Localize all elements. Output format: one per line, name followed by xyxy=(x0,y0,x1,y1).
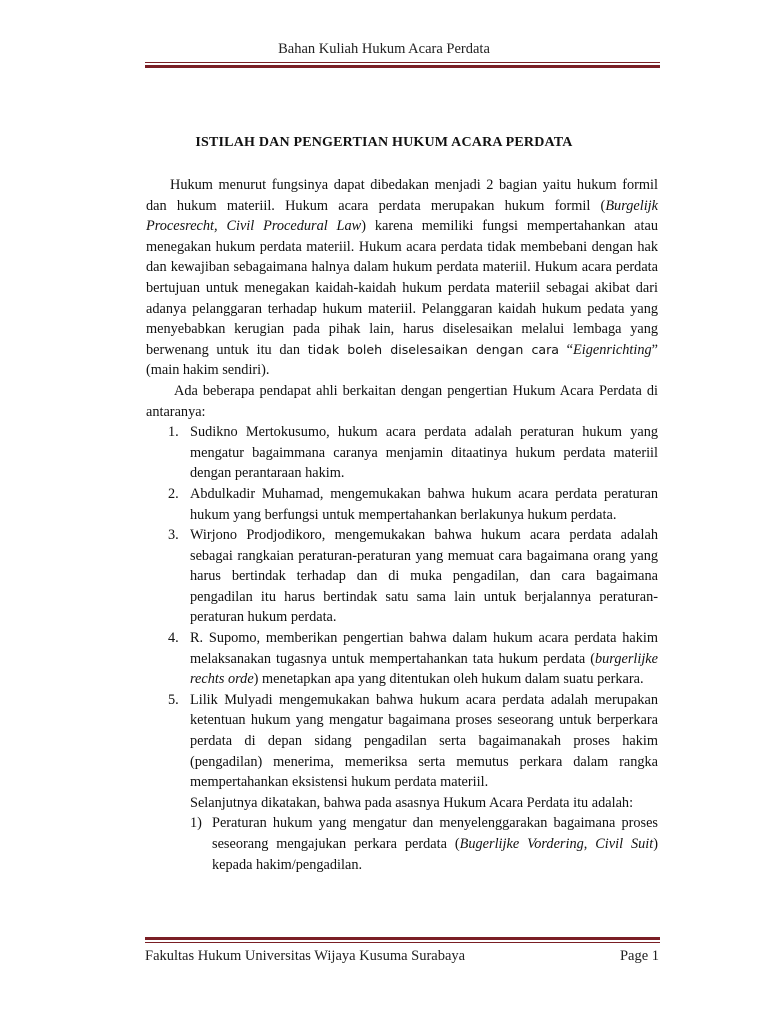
italic-term: Civil Suit xyxy=(595,836,654,852)
list-item xyxy=(146,628,658,690)
footer-rule-thin xyxy=(145,942,660,943)
list-number: 1. xyxy=(168,424,179,441)
italic-term: Burgelijk Procesrecht, Civil Procedural Law xyxy=(146,197,658,235)
list-item xyxy=(146,484,658,525)
footer-institution: Fakultas Hukum Universitas Wijaya Kusuma Surabaya xyxy=(145,948,466,964)
list-item-text: Wirjono Prodjodikoro, mengemukakan bahwa hukum acara perdata adalah sebagai rangkaian peraturan-peraturan yang memuat cara bagaimana orang yang harus bertindak terhadap dan di muka pengadilan, dan cara bagaimana pengadilan itu harus bertindak satu sama lain untuk berjalannya peraturan-peraturan hukum perdata. xyxy=(190,527,658,626)
text-span: ) karena memiliki fungsi mempertahankan atau menegakan hukum perdata materiil. Hukum acara perdata tidak membebani dengan hak dan kewajiban sebagaimana halnya dalam hukum perdata materiil. Hukum acara perdata bertujuan untuk menegakan kaidah-kaidah hukum perdata materiil sebagai akibat dari adanya pelanggaran terhadap hukum materiil. Pelanggaran kaidah hukum pedata yang menyebabkan kerugian pada pihak lain, harus diselesaikan melalui lembaga yang berwenang untuk itu dan xyxy=(146,218,658,358)
document-title: ISTILAH DAN PENGERTIAN HUKUM ACARA PERDATA xyxy=(195,135,573,150)
sub-item-text: , xyxy=(583,836,596,852)
header-rule-thick xyxy=(145,65,660,68)
paragraph-intro xyxy=(146,175,658,381)
text-span: Hukum menurut fungsinya dapat dibedakan menjadi 2 bagian yaitu hukum formil dan hukum materiil. Hukum acara perdata merupakan hukum formil ( xyxy=(146,177,658,214)
list-item xyxy=(146,690,658,875)
sub-list-item xyxy=(190,813,658,875)
list-item-continuation: Selanjutnya dikatakan, bahwa pada asasnya Hukum Acara Perdata itu adalah: xyxy=(190,794,634,811)
list-number: 3. xyxy=(168,527,179,544)
text-span: ” (main hakim sendiri). xyxy=(146,341,658,379)
sub-item-text: Peraturan hukum yang mengatur dan menyelenggarakan bagaimana proses seseorang mengajukan perkara perdata ( xyxy=(212,815,658,852)
sub-list xyxy=(190,813,658,875)
list-item-text: Sudikno Mertokusumo, hukum acara perdata adalah peraturan hukum yang mengatur bagaimmana caranya menjamin ditaatinya hukum perdata materiil dengan perantaraan hakim. xyxy=(190,424,658,482)
expert-list xyxy=(146,422,658,875)
list-number: 4. xyxy=(168,630,179,647)
page-number: Page 1 xyxy=(619,948,659,964)
list-item-text: Lilik Mulyadi mengemukakan bahwa hukum acara perdata adalah merupakan ketentuan hukum yang mengatur bagaimana proses seseorang untuk berperkara perdata di depan sidang pengadilan serta bagaimanakah proses hakim (pengadilan) menerima, memeriksa serta memutus perkara dalam rangka mempertahankan eksistensi hukum perdata materiil. xyxy=(190,691,658,791)
header-rule-thin xyxy=(145,62,660,63)
footer-rule-thick xyxy=(145,937,660,940)
paragraph-opinions: Ada beberapa pendapat ahli berkaitan dengan pengertian Hukum Acara Perdata di antaranya: xyxy=(146,382,658,420)
italic-term: Eigenrichting xyxy=(573,341,652,358)
document-body xyxy=(146,175,658,875)
header-title: Bahan Kuliah Hukum Acara Perdata xyxy=(278,41,490,57)
list-item xyxy=(146,525,658,628)
list-number: 2. xyxy=(168,485,179,502)
list-item xyxy=(146,422,658,484)
italic-term: Bugerlijke Vordering xyxy=(459,836,584,852)
italic-term: burgerlijke rechts orde xyxy=(190,650,658,688)
sub-item-text: ) kepada hakim/pengadilan. xyxy=(212,836,658,873)
list-item-text: ) menetapkan apa yang ditentukan oleh hukum dalam suatu perkara. xyxy=(253,671,644,688)
sub-list-number: 1) xyxy=(190,815,202,832)
text-span: “ xyxy=(559,341,574,358)
list-number: 5. xyxy=(168,691,179,708)
list-item-text: R. Supomo, memberikan pengertian bahwa dalam hukum acara perdata hakim melaksanakan tugasnya untuk mempertahankan tata hukum perdata ( xyxy=(190,630,658,667)
list-item-text: Abdulkadir Muhamad, mengemukakan bahwa hukum acara perdata peraturan hukum yang berfungsi untuk mempertahankan berlakunya hukum perdata. xyxy=(190,485,658,523)
text-span-sans: tidak boleh diselesaikan dengan cara xyxy=(307,341,559,357)
